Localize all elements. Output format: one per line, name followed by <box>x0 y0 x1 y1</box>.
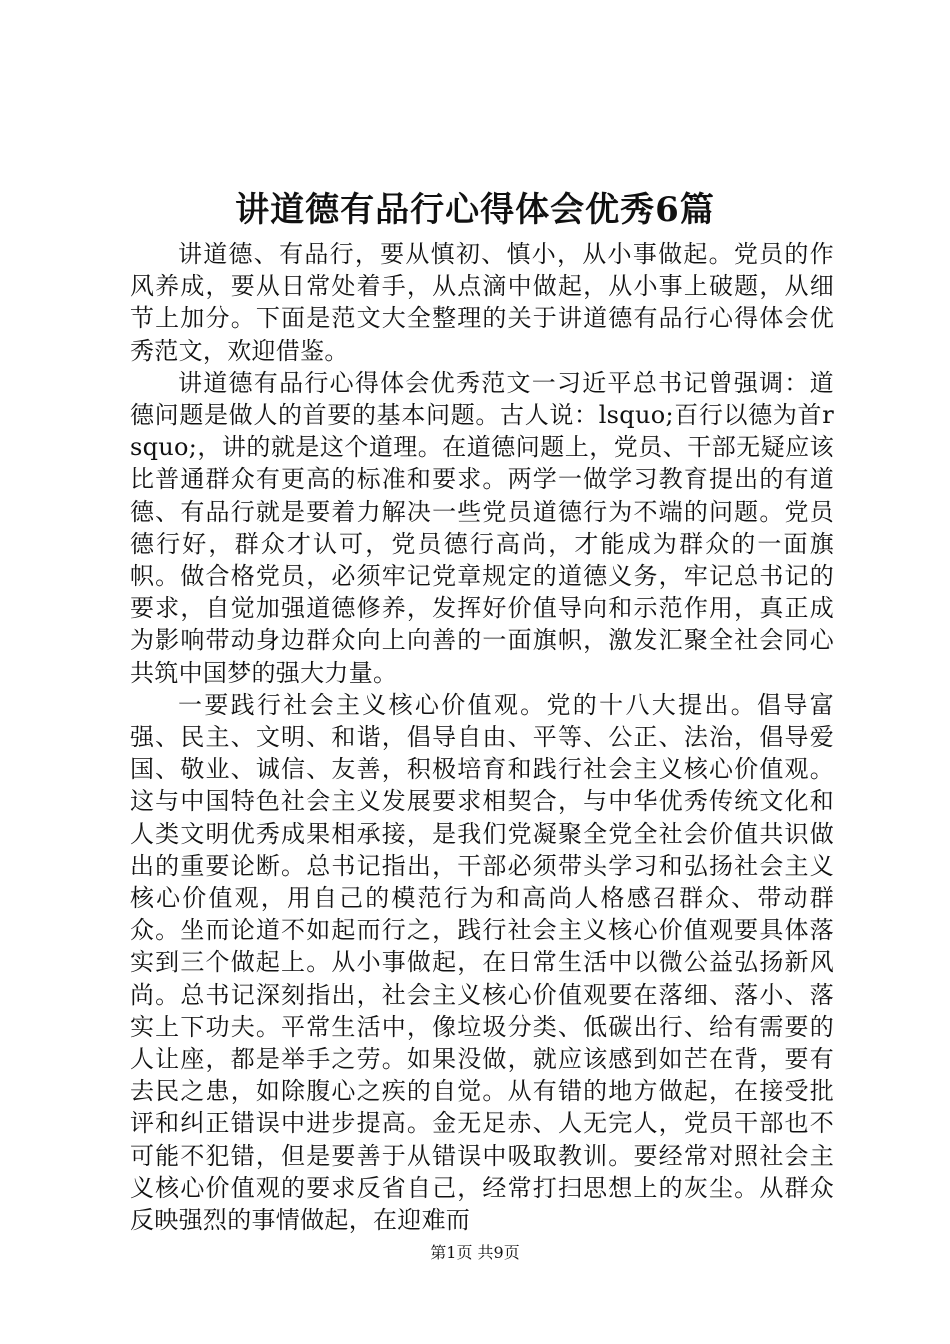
page-number-footer: 第1页 共9页 <box>430 1243 520 1262</box>
paragraph-essay-one: 讲道德有品行心得体会优秀范文一习近平总书记曾强调：道德问题是做人的首要的基本问题。古人说：lsquo;百行以德为首rsquo;，讲的就是这个道理。在道德问题上，党员、干部无疑应该比普通群众有更高的标准和要求。两学一做学习教育提出的有道德、有品行就是要着力解决一些党员道德行为不端的问题。党员德行好，群众才认可，党员德行高尚，才能成为群众的一面旗帜。做合格党员，必须牢记党章规定的道德义务，牢记总书记的要求，自觉加强道德修养，发挥好价值导向和示范作用，真正成为影响带动身边群众向上向善的一面旗帜，激发汇聚全社会同心共筑中国梦的强大力量。 <box>130 368 834 687</box>
paragraph-intro: 讲道德、有品行，要从慎初、慎小，从小事做起。党员的作风养成，要从日常处着手，从点滴中做起，从小事上破题，从细节上加分。下面是范文大全整理的关于讲道德有品行心得体会优秀范文，欢迎借鉴。 <box>130 240 834 365</box>
paragraph-core-values: 一要践行社会主义核心价值观。党的十八大提出。倡导富强、民主、文明、和谐，倡导自由、平等、公正、法治，倡导爱国、敬业、诚信、友善，积极培育和践行社会主义核心价值观。这与中国特色社会主义发展要求相契合，与中华优秀传统文化和人类文明优秀成果相承接，是我们党凝聚全党全社会价值共识做出的重要论断。总书记指出，干部必须带头学习和弘扬社会主义核心价值观，用自己的模范行为和高尚人格感召群众、带动群众。坐而论道不如起而行之，践行社会主义核心价值观要具体落实到三个做起上。从小事做起，在日常生活中以微公益弘扬新风尚。总书记深刻指出，社会主义核心价值观要在落细、落小、落实上下功夫。平常生活中，像垃圾分类、低碳出行、给有需要的人让座，都是举手之劳。如果没做，就应该感到如芒在背，要有去民之患，如除腹心之疾的自觉。从有错的地方做起，在接受批评和纠正错误中进步提高。金无足赤、人无完人，党员干部也不可能不犯错，但是要善于从错误中吸取教训。要经常对照社会主义核心价值观的要求反省自己，经常打扫思想上的灰尘。从群众反映强烈的事情做起，在迎难而 <box>130 690 834 1235</box>
document-body <box>130 238 834 1236</box>
document-title: 讲道德有品行心得体会优秀6篇 <box>235 190 715 230</box>
